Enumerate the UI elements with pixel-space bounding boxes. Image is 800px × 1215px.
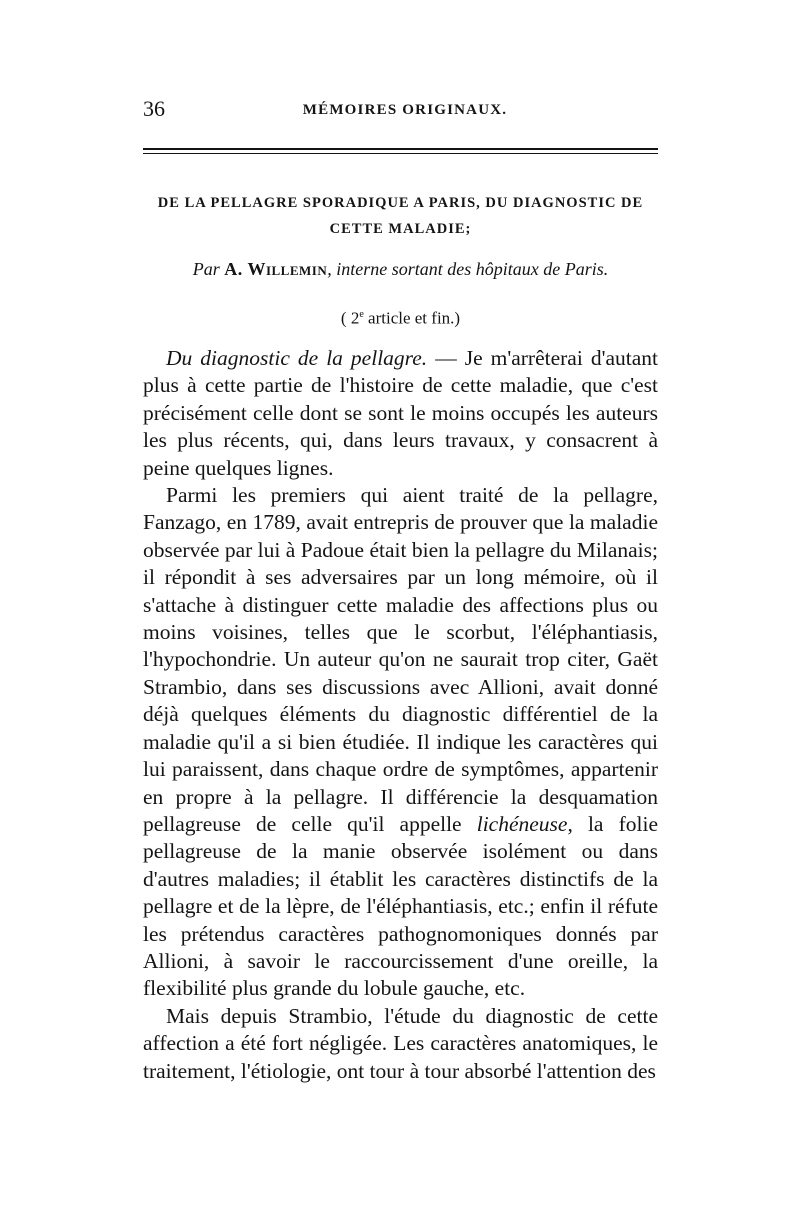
- paragraph-3-text: Mais depuis Strambio, l'étude du diagnostic de cette affection a été fort négligée. Les caractères anatomiques, le traitement, l'étiologie, ont tour à tour absorbé l'attention des: [143, 1003, 658, 1083]
- italic-term: lichéneuse: [476, 811, 568, 836]
- paragraph-1: [143, 345, 658, 482]
- paragraph-3: [143, 1003, 658, 1085]
- body-text: [143, 345, 658, 1085]
- paragraph-2-text-b: , la folie pellagreuse de la manie observée isolément ou dans d'autres maladies; il établit les caractères distinctifs de la pellagre et de la lèpre, de l'éléphantiasis, etc.; enfin il réfute les prétendus caractères pathognomoniques donnés par Allioni, à savoir le raccourcissement d'une oreille, la flexibilité plus grande du lobule gauche, etc.: [143, 811, 658, 1001]
- article-title: DE LA PELLAGRE SPORADIQUE A PARIS, DU DIAGNOSTIC DE CETTE MALADIE;: [157, 195, 644, 237]
- header-rule-thick: [143, 148, 658, 150]
- article-byline: [143, 256, 658, 282]
- byline-role: , interne sortant des hôpitaux de Paris.: [327, 259, 609, 279]
- paragraph-1-text: — Je m'arrêterai d'autant plus à cette partie de l'histoire de cette maladie, que c'est précisément celle dont se sont le moins occupés les auteurs les plus récents, qui, dans leurs travaux, y consacrent à peine quelques lignes.: [143, 346, 658, 480]
- paragraph-2-text-a: Parmi les premiers qui aient traité de la pellagre, Fanzago, en 1789, avait entrepris de prouver que la maladie observée par lui à Padoue était bien la pellagre du Milanais; il répondit à ses adversaires par un long mémoire, où il s'attache à distinguer cette maladie des affections plus ou moins voisines, telles que le scorbut, l'éléphantiasis, l'hypochondrie. Un auteur qu'on ne saurait trop citer, Gaët Strambio, dans ses discussions avec Allioni, avait donné déjà quelques éléments du diagnostic différentiel de la maladie qu'il a si bien étudiée. Il indique les caractères qui lui paraissent, dans chaque ordre de symptômes, appartenir en propre à la pellagre. Il différencie la desquamation pellagreuse de celle qu'il appelle: [143, 483, 658, 836]
- byline-par: Par: [192, 259, 220, 279]
- paragraph-lead-in: Du diagnostic de la pellagre.: [166, 346, 428, 370]
- article-note-rest: article et fin.): [363, 308, 461, 328]
- byline-author: A. Willemin: [224, 259, 328, 279]
- header-rule-thin: [143, 153, 658, 154]
- article-note: [143, 303, 658, 331]
- paragraph-2: [143, 482, 658, 1003]
- article-note-open: ( 2: [340, 308, 360, 328]
- page-number: 36: [143, 96, 165, 121]
- article-note-sup: e: [359, 309, 364, 320]
- running-head: MÉMOIRES ORIGINAUX.: [302, 102, 508, 118]
